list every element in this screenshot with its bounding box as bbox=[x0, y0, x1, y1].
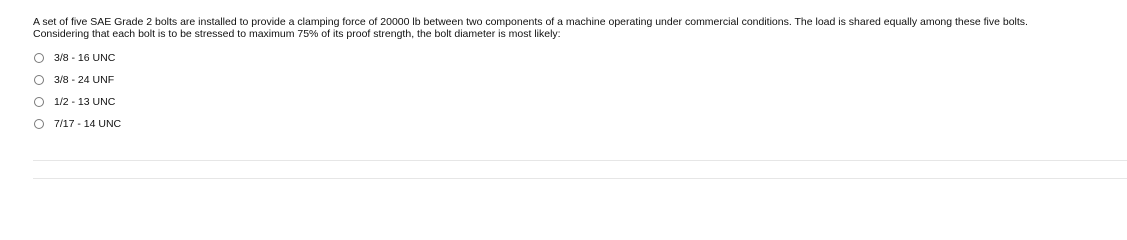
radio-button-icon[interactable] bbox=[34, 97, 44, 107]
answer-option-label: 3/8 - 24 UNF bbox=[54, 74, 115, 86]
divider bbox=[33, 160, 1127, 161]
divider bbox=[33, 178, 1127, 179]
answer-option-4[interactable] bbox=[34, 118, 121, 130]
answer-option-label: 3/8 - 16 UNC bbox=[54, 52, 116, 64]
answer-option-label: 1/2 - 13 UNC bbox=[54, 96, 116, 108]
answer-option-label: 7/17 - 14 UNC bbox=[54, 118, 122, 130]
answer-options bbox=[34, 52, 121, 140]
radio-button-icon[interactable] bbox=[34, 53, 44, 63]
answer-option-1[interactable] bbox=[34, 52, 121, 64]
question-text bbox=[33, 17, 1123, 40]
radio-button-icon[interactable] bbox=[34, 75, 44, 85]
question-line-2: Considering that each bolt is to be stressed to maximum 75% of its proof strength, the bolt diameter is most likely: bbox=[33, 27, 561, 40]
question-line-1: A set of five SAE Grade 2 bolts are installed to provide a clamping force of 20000 lb between two components of a machine operating under commercial conditions. The load is shared equally among these five bolts. bbox=[33, 16, 1028, 28]
radio-button-icon[interactable] bbox=[34, 119, 44, 129]
answer-option-3[interactable] bbox=[34, 96, 121, 108]
answer-option-2[interactable] bbox=[34, 74, 121, 86]
